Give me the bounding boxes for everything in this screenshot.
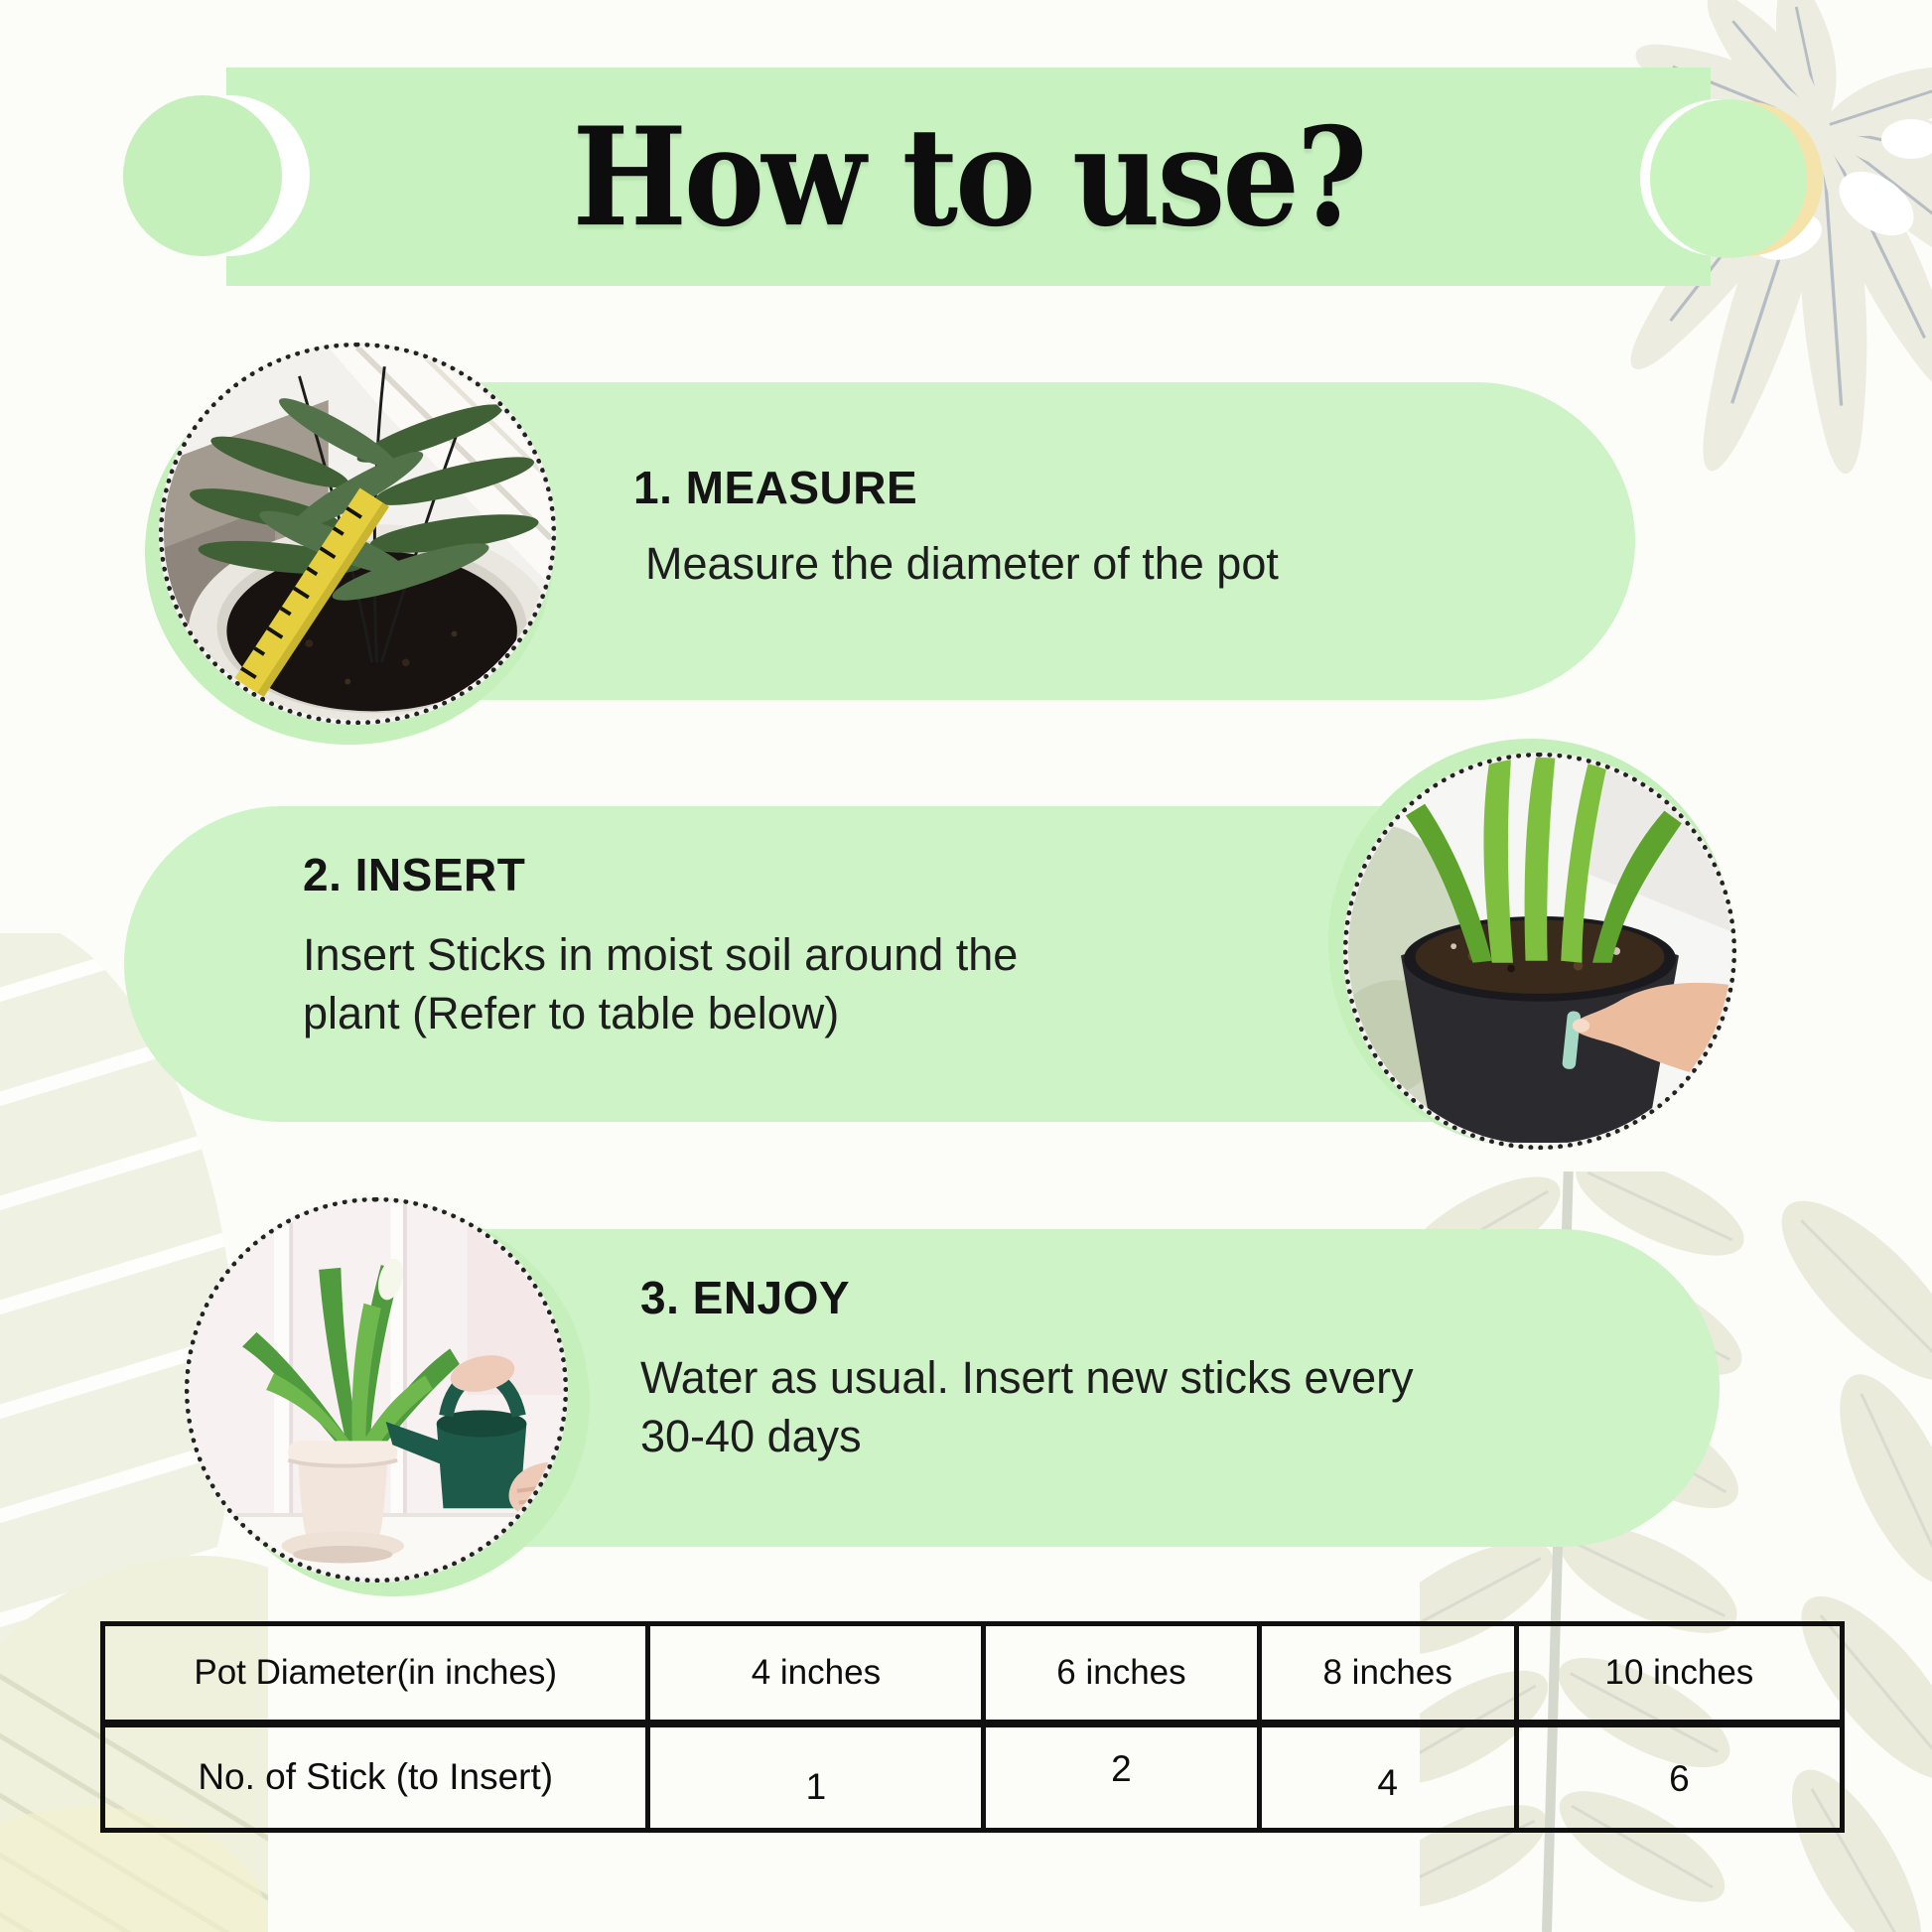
- dosage-table: [100, 1621, 1845, 1833]
- step-1-title: 1. MEASURE: [633, 462, 918, 513]
- step-2-photo-insert-stick: [1343, 753, 1736, 1150]
- step-3-title: 3. ENJOY: [640, 1272, 851, 1323]
- table-cell-no-of-stick: No. of Stick (to Insert): [103, 1724, 648, 1831]
- table-header-6-inches: 6 inches: [984, 1624, 1259, 1724]
- step-2-title: 2. INSERT: [303, 849, 526, 900]
- table-cell-sticks-10in: 6: [1516, 1724, 1842, 1831]
- table-header-10-inches: 10 inches: [1516, 1624, 1842, 1724]
- step-3-photo-watering: [185, 1197, 568, 1583]
- table-header-8-inches: 8 inches: [1259, 1624, 1516, 1724]
- step-2-description: Insert Sticks in moist soil around the plant (Refer to table below): [303, 929, 1019, 1039]
- table-cell-sticks-8in: 4: [1259, 1724, 1516, 1831]
- table-cell-sticks-6in: 2: [984, 1724, 1259, 1831]
- table-header-4-inches: 4 inches: [648, 1624, 984, 1724]
- table-header-row: [103, 1624, 1843, 1724]
- step-1-photo-measuring-tape: [159, 343, 556, 725]
- table-data-row: [103, 1724, 1843, 1831]
- step-1-description: Measure the diameter of the pot: [645, 538, 1279, 589]
- page-title: How to use?: [572, 96, 1365, 257]
- table-cell-sticks-4in: 1: [648, 1724, 984, 1831]
- step-3-description: Water as usual. Insert new sticks every 30-40 days: [640, 1352, 1414, 1462]
- table-header-pot-diameter: Pot Diameter(in inches): [103, 1624, 648, 1724]
